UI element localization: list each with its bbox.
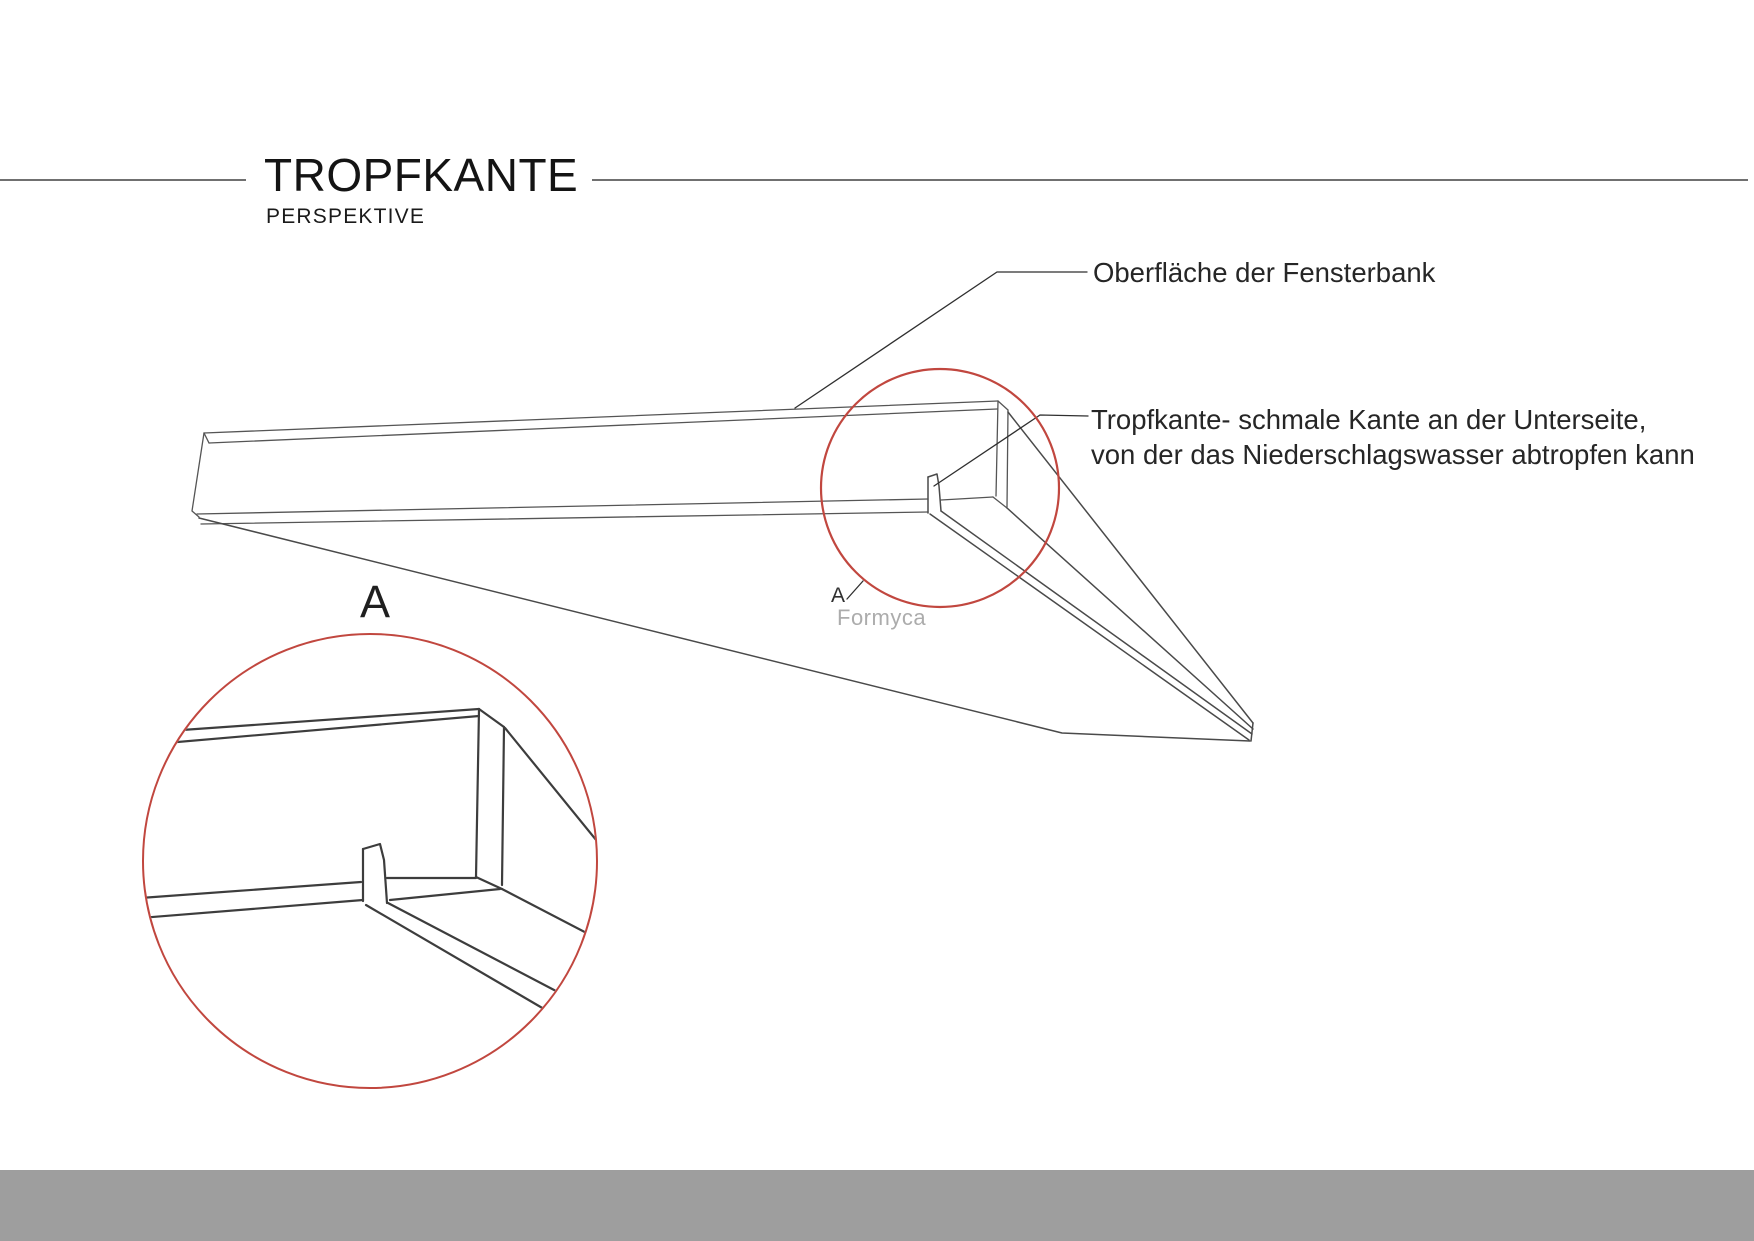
detail-circle-label-a: A	[360, 576, 391, 627]
sill-slab-edges	[192, 401, 1008, 524]
formyca-watermark: Formyca	[837, 605, 927, 630]
detail-circle-drawing	[140, 709, 601, 1016]
section-marker-a: A	[831, 584, 846, 607]
surface-annotation: Oberfläche der Fensterbank	[1093, 257, 1436, 288]
dripedge-annotation-line1: Tropfkante- schmale Kante an der Unterseite,	[1091, 404, 1647, 435]
dripedge-annotation-line2: von der das Niederschlagswasser abtropfen kann	[1091, 439, 1695, 470]
dripedge-leader-line	[934, 415, 1088, 486]
highlight-circle	[821, 369, 1059, 607]
footer-bar	[0, 1170, 1754, 1241]
marker-a-tick-line	[847, 581, 863, 599]
page-title: TROPFKANTE	[264, 149, 579, 201]
surface-leader-line	[795, 272, 1087, 408]
dripedge-annotation	[1091, 402, 1695, 472]
page-subtitle: PERSPEKTIVE	[266, 205, 426, 228]
detail-circle	[143, 634, 597, 1088]
